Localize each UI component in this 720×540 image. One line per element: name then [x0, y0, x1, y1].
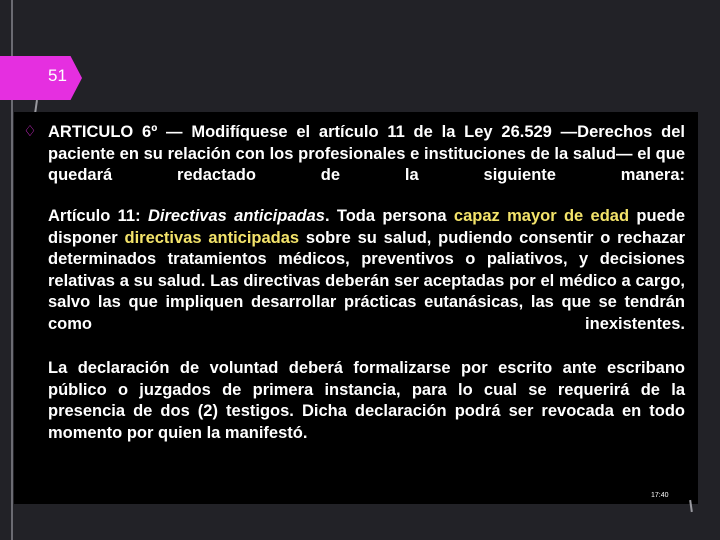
article-11-seg1: . Toda persona [324, 207, 447, 225]
diamond-bullet-icon: ♢ [23, 123, 37, 140]
highlight-directivas-anticipadas: directivas anticipadas [124, 228, 300, 247]
highlight-capaz-mayor-de-edad: capaz mayor de edad [453, 207, 630, 225]
slide-time: 17:40 [651, 492, 669, 499]
declaration-paragraph: La declaración de voluntad deberá formalizarse por escrito ante escribano público o juzgados de primera instancia, para lo cual se requerirá de la presencia de dos (2) testigos. Dicha declaración podrá ser revocada en todo momento por quien la manifestó. [48, 359, 685, 442]
article-heading: ARTICULO 6º — Modifíquese el artículo 11 de la Ley 26.529 —Derechos del paciente en su relación con los profesionales e instituciones de la salud— el que quedará redactado de la siguiente manera: [48, 123, 685, 184]
article-11-title: Directivas anticipadas [147, 207, 325, 225]
article-11-seg3: sobre su salud, pudiendo consentir o rechazar determinados tratamientos médicos, preventivos o paliativos, y decisiones relativas a su salud. Las directivas deberán ser aceptadas por el médico a cargo, salvo las que impliquen desarrollar prácticas eutanásicas, las que se tendrán como inexistentes. [48, 228, 685, 333]
slide-number-tab [0, 56, 82, 100]
article-11-paragraph [48, 206, 685, 335]
article-11-prefix: Artículo 11: [48, 207, 141, 225]
slide-number: 51 [48, 66, 67, 85]
article-11-seg2: puede disponer [48, 207, 686, 247]
